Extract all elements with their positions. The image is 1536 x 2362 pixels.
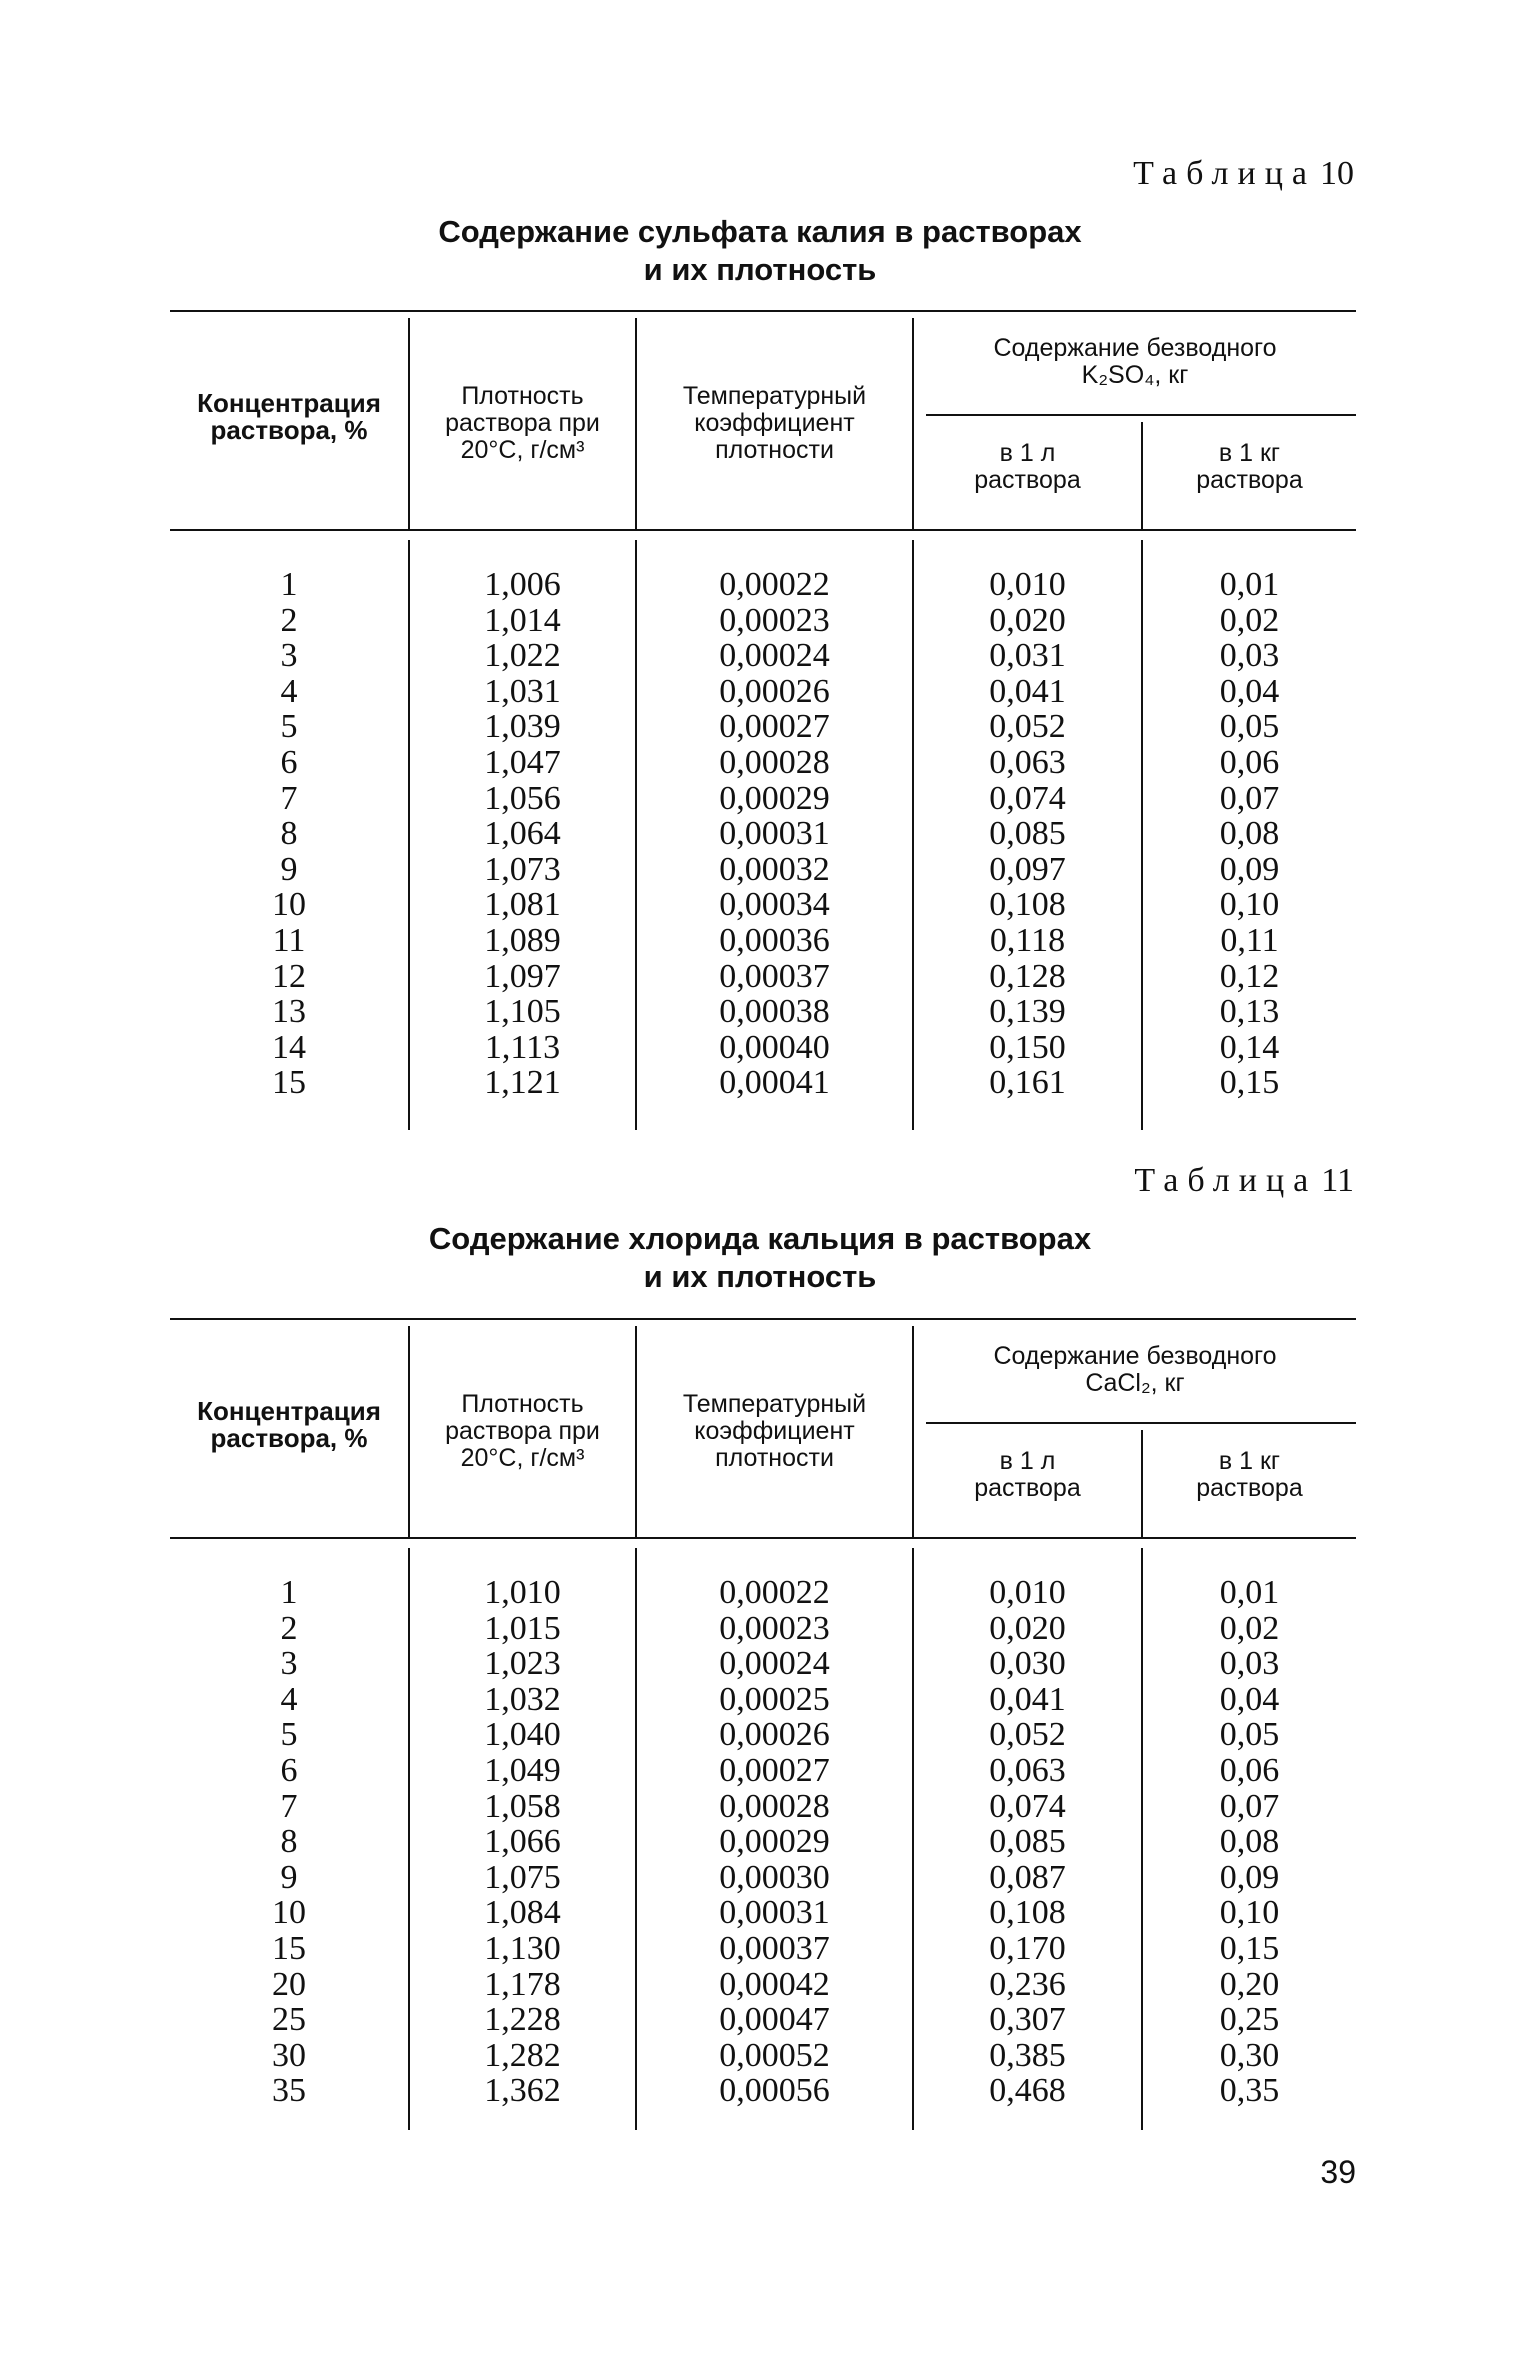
table-cell: 0,041	[989, 672, 1066, 710]
column-per-liter	[914, 1575, 1141, 2109]
table-cell: 0,00037	[719, 1929, 830, 1967]
table-cell: 0,03	[1219, 637, 1280, 675]
table-cell: 0,00036	[719, 921, 830, 959]
table-cell: 0,07	[1219, 1787, 1280, 1825]
table-11-label: Таблица 11	[1134, 1162, 1354, 1199]
table-cell: 0,01	[1219, 566, 1280, 603]
column-concentration	[170, 1575, 408, 2109]
table-cell: 1,084	[484, 1894, 561, 1932]
page-number: 39	[1320, 2154, 1356, 2190]
column-density	[410, 567, 635, 1101]
table-cell: 0,00047	[719, 2001, 830, 2039]
column-temperature-coefficient	[637, 1575, 912, 2109]
table-cell: 3	[280, 1645, 298, 1683]
table-cell: 0,06	[1219, 743, 1280, 781]
table-cell: 0,00029	[719, 1823, 830, 1861]
table-cell: 7	[280, 1787, 298, 1825]
table-cell: 0,468	[989, 2072, 1066, 2110]
table-cell: 1,064	[484, 815, 561, 853]
table-cell: 0,00040	[719, 1028, 830, 1066]
table-cell: 5	[280, 708, 298, 746]
table-cell: 0,00023	[719, 1609, 830, 1647]
table-cell: 4	[280, 672, 298, 710]
table-cell: 0,128	[989, 957, 1066, 995]
table-cell: 0,00023	[719, 601, 830, 639]
header-temperature-coefficient: Температурный коэффициент плотности	[682, 1390, 867, 1472]
table-cell: 0,063	[989, 743, 1066, 781]
table-cell: 0,00031	[719, 815, 830, 853]
table-cell: 0,04	[1219, 672, 1280, 710]
header-density: Плотность раствора при 20°С, г/см³	[445, 1390, 600, 1472]
table-cell: 0,085	[989, 815, 1066, 853]
table-cell: 1,032	[484, 1680, 561, 1718]
column-per-kg	[1143, 567, 1356, 1101]
column-density	[410, 1575, 635, 2109]
table-cell: 25	[272, 2001, 306, 2039]
header-content-group: Содержание безводного CaCl₂, кг	[993, 1342, 1277, 1397]
table-cell: 0,00034	[719, 886, 830, 924]
table-cell: 0,12	[1219, 957, 1280, 995]
column-per-liter	[914, 567, 1141, 1101]
column-per-kg	[1143, 1575, 1356, 2109]
table-cell: 0,161	[989, 1064, 1066, 1102]
table-cell: 0,15	[1219, 1929, 1280, 1967]
table-cell: 1,228	[484, 2001, 561, 2039]
table-cell: 0,052	[989, 1716, 1066, 1754]
table-cell: 0,108	[989, 886, 1066, 924]
table-cell: 0,097	[989, 850, 1066, 888]
table-cell: 0,108	[989, 1894, 1066, 1932]
table-cell: 0,030	[989, 1645, 1066, 1683]
table-cell: 0,00028	[719, 1787, 830, 1825]
table-cell: 0,09	[1219, 850, 1280, 888]
table-cell: 0,25	[1219, 2001, 1280, 2039]
table-cell: 1,049	[484, 1751, 561, 1789]
table-11-caption: Содержание хлорида кальция в растворах и их плотность	[428, 1221, 1092, 1294]
table-cell: 0,00026	[719, 672, 830, 710]
table-cell: 1,282	[484, 2036, 561, 2074]
table-cell: 1,105	[484, 993, 561, 1031]
table-cell: 0,010	[989, 566, 1066, 603]
header-per-liter: в 1 л раствора	[974, 1447, 1081, 1502]
table-cell: 1,014	[484, 601, 561, 639]
header-density: Плотность раствора при 20°С, г/см³	[445, 382, 600, 464]
table-cell: 1,023	[484, 1645, 561, 1683]
table-cell: 1,130	[484, 1929, 561, 1967]
table-cell: 0,00041	[719, 1064, 830, 1102]
table-cell: 6	[280, 743, 298, 781]
table-11	[170, 1318, 1356, 2130]
table-cell: 1,047	[484, 743, 561, 781]
header-concentration: Концентрация раствора, %	[197, 1396, 381, 1453]
table-cell: 5	[280, 1716, 298, 1754]
header-concentration: Концентрация раствора, %	[197, 388, 381, 445]
table-cell: 1,015	[484, 1609, 561, 1647]
table-cell: 1	[280, 1574, 298, 1611]
table-cell: 0,08	[1219, 815, 1280, 853]
table-cell: 0,085	[989, 1823, 1066, 1861]
table-cell: 0,04	[1219, 1680, 1280, 1718]
table-cell: 1,362	[484, 2072, 561, 2110]
table-cell: 3	[280, 637, 298, 675]
table-cell: 0,385	[989, 2036, 1066, 2074]
header-per-kg: в 1 кг раствора	[1196, 439, 1303, 494]
table-cell: 1,113	[484, 1028, 561, 1066]
table-cell: 0,041	[989, 1680, 1066, 1718]
table-cell: 9	[280, 850, 298, 888]
column-temperature-coefficient	[637, 567, 912, 1101]
table-cell: 20	[272, 1965, 306, 2003]
table-cell: 0,10	[1219, 886, 1280, 924]
table-cell: 0,118	[989, 921, 1066, 959]
table-cell: 0,00038	[719, 993, 830, 1031]
table-10-label: Таблица 10	[1133, 155, 1354, 192]
table-cell: 10	[272, 886, 306, 924]
table-cell: 0,00027	[719, 708, 830, 746]
table-cell: 8	[280, 1823, 298, 1861]
table-cell: 0,00027	[719, 1751, 830, 1789]
table-cell: 0,35	[1219, 2072, 1280, 2110]
table-cell: 0,031	[989, 637, 1066, 675]
table-cell: 0,00024	[719, 637, 830, 675]
table-cell: 0,00024	[719, 1645, 830, 1683]
table-cell: 1,089	[484, 921, 561, 959]
table-cell: 0,139	[989, 993, 1066, 1031]
table-cell: 0,236	[989, 1965, 1066, 2003]
table-cell: 0,06	[1219, 1751, 1280, 1789]
column-concentration	[170, 567, 408, 1101]
table-cell: 1,073	[484, 850, 561, 888]
table-cell: 0,00052	[719, 2036, 830, 2074]
table-cell: 10	[272, 1894, 306, 1932]
table-cell: 0,11	[1220, 921, 1279, 959]
table-cell: 1,178	[484, 1965, 561, 2003]
table-cell: 1	[280, 566, 298, 603]
table-cell: 11	[272, 921, 306, 959]
table-cell: 0,00028	[719, 743, 830, 781]
table-cell: 0,074	[989, 779, 1066, 817]
table-cell: 1,056	[484, 779, 561, 817]
table-cell: 1,081	[484, 886, 561, 924]
table-cell: 0,00022	[719, 1574, 830, 1611]
table-cell: 0,09	[1219, 1858, 1280, 1896]
table-cell: 0,05	[1219, 708, 1280, 746]
table-cell: 0,010	[989, 1574, 1066, 1611]
table-cell: 0,052	[989, 708, 1066, 746]
table-cell: 0,00029	[719, 779, 830, 817]
table-cell: 0,170	[989, 1929, 1066, 1967]
table-cell: 1,121	[484, 1064, 561, 1102]
table-cell: 0,05	[1219, 1716, 1280, 1754]
table-cell: 1,066	[484, 1823, 561, 1861]
table-cell: 0,063	[989, 1751, 1066, 1789]
table-cell: 0,020	[989, 601, 1066, 639]
table-cell: 1,010	[484, 1574, 561, 1611]
table-cell: 1,097	[484, 957, 561, 995]
table-cell: 6	[280, 1751, 298, 1789]
table-cell: 0,02	[1219, 1609, 1280, 1647]
table-cell: 9	[280, 1858, 298, 1896]
table-cell: 0,08	[1219, 1823, 1280, 1861]
table-cell: 0,00025	[719, 1680, 830, 1718]
table-10	[170, 310, 1356, 1130]
table-cell: 0,00032	[719, 850, 830, 888]
table-cell: 0,00037	[719, 957, 830, 995]
table-cell: 0,150	[989, 1028, 1066, 1066]
table-cell: 7	[280, 779, 298, 817]
table-cell: 1,031	[484, 672, 561, 710]
table-cell: 0,10	[1219, 1894, 1280, 1932]
table-cell: 0,307	[989, 2001, 1066, 2039]
table-cell: 0,15	[1219, 1064, 1280, 1102]
table-cell: 14	[272, 1028, 306, 1066]
table-cell: 1,039	[484, 708, 561, 746]
table-cell: 0,07	[1219, 779, 1280, 817]
table-cell: 0,00042	[719, 1965, 830, 2003]
header-content-group: Содержание безводного K₂SO₄, кг	[993, 334, 1277, 389]
table-cell: 0,01	[1219, 1574, 1280, 1611]
table-cell: 0,00026	[719, 1716, 830, 1754]
header-per-kg: в 1 кг раствора	[1196, 1447, 1303, 1502]
table-cell: 13	[272, 993, 306, 1031]
table-cell: 0,14	[1219, 1028, 1280, 1066]
table-10-caption: Содержание сульфата калия в растворах и их плотность	[438, 214, 1082, 287]
table-cell: 0,020	[989, 1609, 1066, 1647]
table-cell: 0,20	[1219, 1965, 1280, 2003]
table-cell: 2	[280, 1609, 298, 1647]
table-cell: 0,00056	[719, 2072, 830, 2110]
table-cell: 35	[272, 2072, 306, 2110]
table-cell: 0,087	[989, 1858, 1066, 1896]
table-cell: 15	[272, 1064, 306, 1102]
table-cell: 12	[272, 957, 306, 995]
table-cell: 0,00030	[719, 1858, 830, 1896]
table-cell: 0,00031	[719, 1894, 830, 1932]
table-cell: 0,02	[1219, 601, 1280, 639]
table-cell: 0,00022	[719, 566, 830, 603]
table-cell: 1,075	[484, 1858, 561, 1896]
table-cell: 1,058	[484, 1787, 561, 1825]
header-temperature-coefficient: Температурный коэффициент плотности	[682, 382, 867, 464]
table-cell: 0,13	[1219, 993, 1280, 1031]
header-per-liter: в 1 л раствора	[974, 439, 1081, 494]
table-cell: 30	[272, 2036, 306, 2074]
table-cell: 1,022	[484, 637, 561, 675]
table-cell: 1,006	[484, 566, 561, 603]
table-cell: 0,074	[989, 1787, 1066, 1825]
table-cell: 8	[280, 815, 298, 853]
table-cell: 2	[280, 601, 298, 639]
table-cell: 4	[280, 1680, 298, 1718]
table-cell: 15	[272, 1929, 306, 1967]
table-cell: 0,30	[1219, 2036, 1280, 2074]
table-cell: 1,040	[484, 1716, 561, 1754]
table-cell: 0,03	[1219, 1645, 1280, 1683]
